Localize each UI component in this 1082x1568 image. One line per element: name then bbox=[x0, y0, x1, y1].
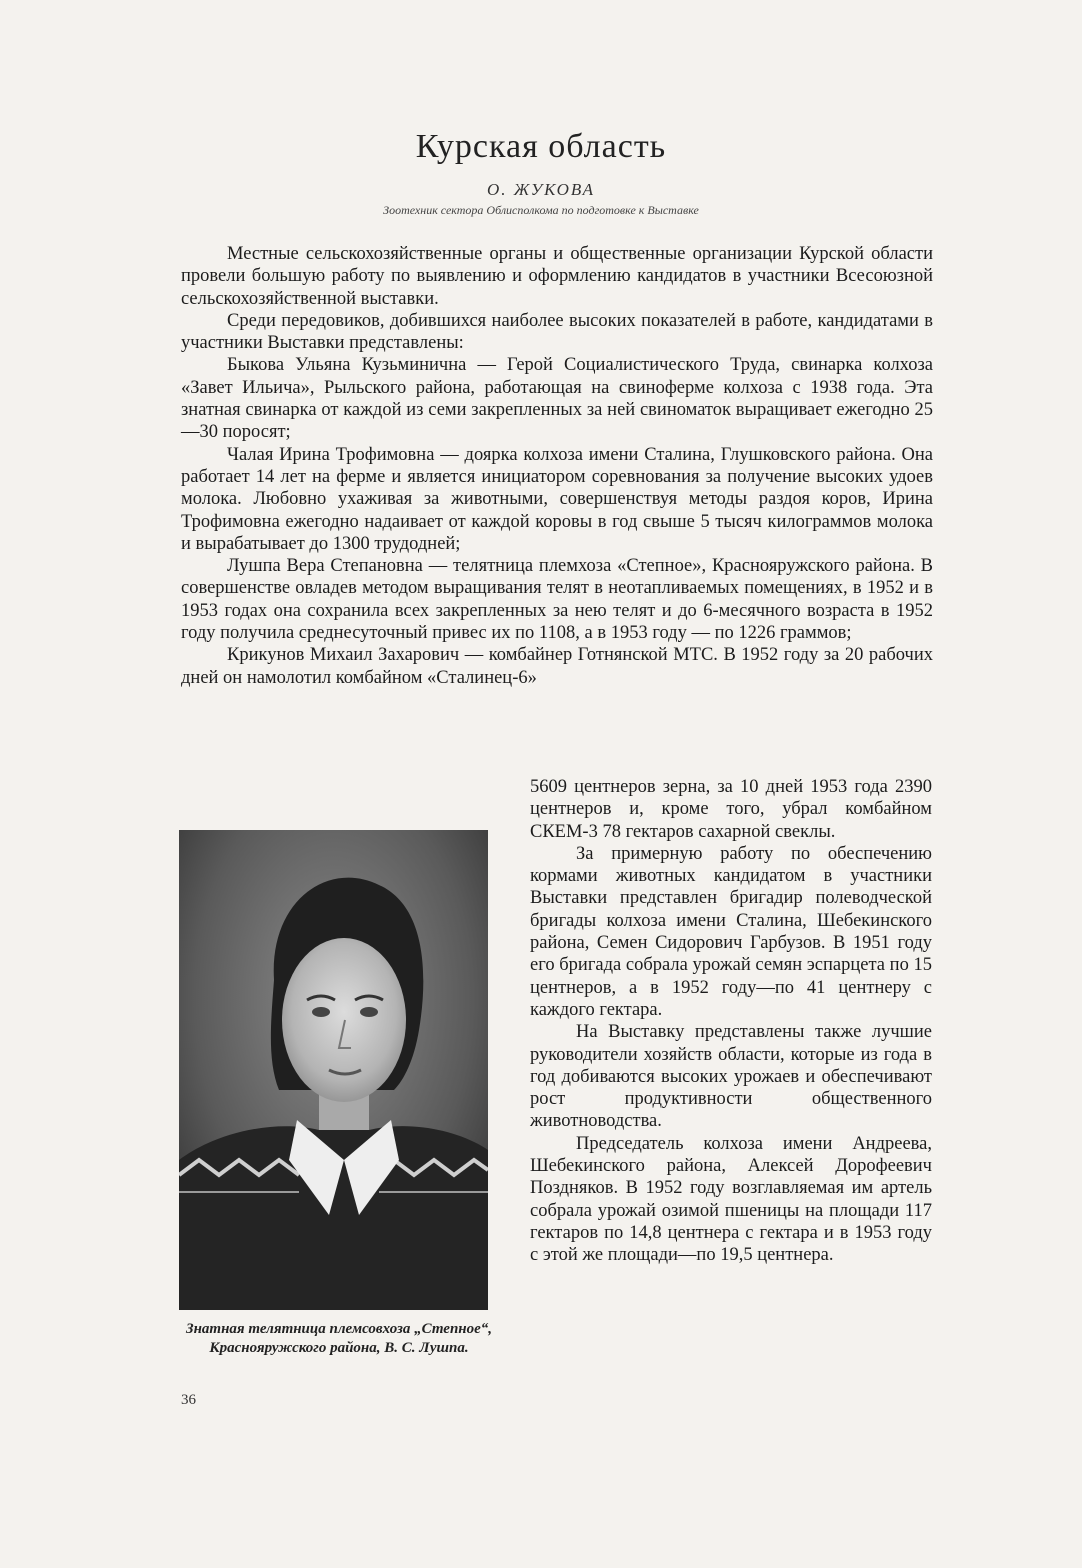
paragraph: Среди передовиков, добившихся наиболее высоких показателей в работе, кандидатами в участники Выставки представлены: bbox=[181, 310, 933, 354]
paragraph: На Выставку представлены также лучшие руководители хозяйств области, которые из года в год добиваются высоких урожаев и обеспечивают рост продуктивности общественного животноводства. bbox=[530, 1022, 932, 1132]
article-title: Курская область bbox=[415, 128, 667, 165]
paragraph: Председатель колхоза имени Андреева, Шебекинского района, Алексей Дорофеевич Поздняков. В 1952 году возглавляемая им артель собрала урожай озимой пшеницы на площади 117 гектаров по 14,8 центнера с гектара и в 1953 году с этой же площади—по 19,5 центнера. bbox=[530, 1133, 932, 1266]
paragraph: За примерную работу по обеспечению кормами животных кандидатом в участники Выставки представлен бригадир полеводческой бригады колхоза имени Сталина, Шебекинского района, Семен Сидорович Гарбузов. В 1951 году его бригада собрала урожай семян эспарцета по 15 центнеров, а в 1952 году—по 41 центнеру с каждого гектара. bbox=[530, 843, 932, 1020]
photo-caption: Знатная телятница племсовхоза „Степное“, Краснояружского района, В. С. Лушпа. bbox=[185, 1321, 493, 1356]
portrait-photo bbox=[179, 830, 488, 1310]
article-author: О. ЖУКОВА bbox=[486, 180, 596, 199]
paragraph: Чалая Ирина Трофимовна — доярка колхоза имени Сталина, Глушковского района. Она работает 14 лет на ферме и является инициатором соревнования за получение высоких удоев молока. Любовно ухаживая за животными, совершенствуя методы раздоя коров, Ирина Трофимовна ежегодно надаивает от каждой коровы в год свыше 5 тысяч килограммов молока и вырабатывает до 1300 трудодней; bbox=[181, 444, 933, 554]
paragraph: Быкова Ульяна Кузьминична — Герой Социалистического Труда, свинарка колхоза «Завет Ильича», Рыльского района, работающая на свиноферме колхоза с 1938 года. Эта знатная свинарка от каждой из семи закрепленных за ней свиноматок выращивает ежегодно 25—30 поросят; bbox=[181, 355, 933, 443]
paragraph: 5609 центнеров зерна, за 10 дней 1953 года 2390 центнеров и, кроме того, убрал комбайном СКЕМ-3 78 гектаров сахарной свеклы. bbox=[530, 777, 932, 842]
body-text-right-column bbox=[530, 776, 932, 1267]
paragraph: Местные сельскохозяйственные органы и общественные организации Курской области провели большую работу по выявлению и оформлению кандидатов в участники Всесоюзной сельскохозяйственной выставки. bbox=[181, 244, 933, 309]
page-number: 36 bbox=[181, 1392, 196, 1408]
paragraph: Крикунов Михаил Захарович — комбайнер Готнянской МТС. В 1952 году за 20 рабочих дней он намолотил комбайном «Сталинец-6» bbox=[181, 645, 933, 688]
paragraph: Лушпа Вера Степановна — телятница племхоза «Степное», Краснояружского района. В совершенстве овладев методом выращивания телят в неотапливаемых помещениях, в 1952 и в 1953 годах она сохранила всех закрепленных за нею телят и до 6-месячного возраста в 1952 году получила среднесуточный привес их по 1108, а в 1953 году — по 1226 граммов; bbox=[181, 556, 933, 644]
author-affiliation: Зоотехник сектора Облисполкома по подготовке к Выставке bbox=[383, 203, 699, 217]
body-text-full-width bbox=[181, 243, 933, 689]
